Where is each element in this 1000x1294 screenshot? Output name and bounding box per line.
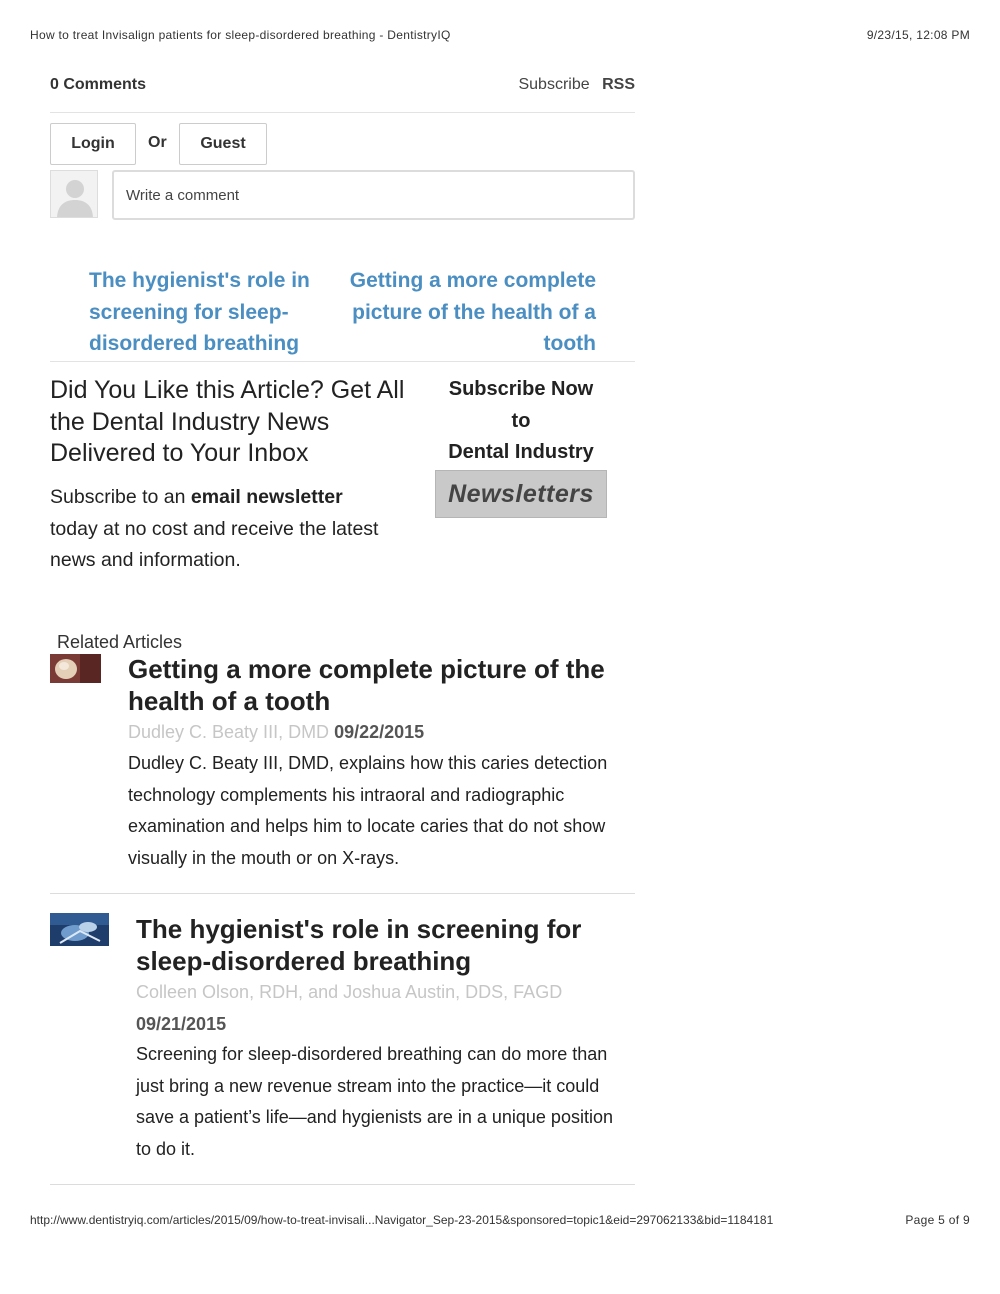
- subscribe-now-line2: to: [511, 409, 531, 432]
- promo-body-prefix: Subscribe to an: [50, 486, 191, 508]
- print-header-datetime: 9/23/15, 12:08 PM: [866, 28, 970, 42]
- promo-body: [50, 482, 390, 577]
- related-article-description: Dudley C. Beaty III, DMD, explains how this caries detection technology complements his intraoral and radiographic examination and helps him to locate caries that do not show visually in the mouth or on X-rays.: [128, 753, 608, 868]
- print-header-title: How to treat Invisalign patients for sleep-disordered breathing - DentistryIQ: [30, 28, 451, 42]
- rss-link[interactable]: RSS: [602, 76, 635, 93]
- article-divider: [50, 1184, 635, 1185]
- related-article-author: Dudley C. Beaty III, DMD: [128, 722, 330, 742]
- comment-subscribe-links: [518, 76, 635, 94]
- related-article-date: 09/21/2015: [136, 1013, 227, 1034]
- related-article-author: Colleen Olson, RDH, and Joshua Austin, DDS, FAGD: [136, 982, 563, 1002]
- prev-article-link[interactable]: The hygienist's role in screening for sleep-disordered breathing: [89, 269, 310, 355]
- next-article-link[interactable]: Getting a more complete picture of the health of a tooth: [349, 269, 596, 355]
- subscribe-now-callout: [430, 374, 612, 469]
- article-thumbnail-hygienist[interactable]: [50, 913, 109, 946]
- newsletters-button[interactable]: Newsletters: [435, 470, 607, 518]
- comments-bar: [50, 74, 635, 113]
- comments-count: 0 Comments: [50, 76, 147, 93]
- or-label: Or: [148, 134, 167, 151]
- comment-input[interactable]: [112, 170, 635, 220]
- login-button[interactable]: Login: [50, 123, 136, 165]
- promo-body-bold: email newsletter: [190, 486, 343, 508]
- print-footer-page: Page 5 of 9: [905, 1213, 970, 1227]
- subscribe-link[interactable]: Subscribe: [518, 76, 590, 93]
- print-footer-url: http://www.dentistryiq.com/articles/2015/09/how-to-treat-invisali...Navigator_Sep-23-2015&sponsored=topic1&eid=297062133&bid=1184181: [30, 1213, 774, 1227]
- promo-heading: Did You Like this Article? Get All the Dental Industry News Delivered to Your Inbox: [50, 376, 405, 467]
- related-article-meta: [136, 977, 626, 1040]
- related-article-date: 09/22/2015: [334, 722, 425, 742]
- related-article-description: Screening for sleep-disordered breathing can do more than just bring a new revenue stream into the practice—it could save a patient’s life—and hygienists are in a unique position to do it.: [136, 1044, 613, 1159]
- related-article-title[interactable]: The hygienist's role in screening for sleep-disordered breathing: [136, 914, 582, 976]
- related-article-title[interactable]: Getting a more complete picture of the health of a tooth: [128, 654, 605, 716]
- article-thumbnail-tooth[interactable]: [50, 654, 101, 683]
- article-divider: [50, 893, 635, 894]
- promo-body-suffix: today at no cost and receive the latest news and information.: [50, 517, 379, 571]
- nav-divider: [50, 361, 635, 362]
- subscribe-now-line1: Subscribe Now: [448, 378, 594, 400]
- subscribe-now-line3: Dental Industry: [448, 441, 594, 463]
- user-avatar-icon: [50, 170, 98, 218]
- related-article-meta: [128, 717, 628, 749]
- guest-button[interactable]: Guest: [179, 123, 267, 165]
- related-articles-label: Related Articles: [57, 632, 183, 652]
